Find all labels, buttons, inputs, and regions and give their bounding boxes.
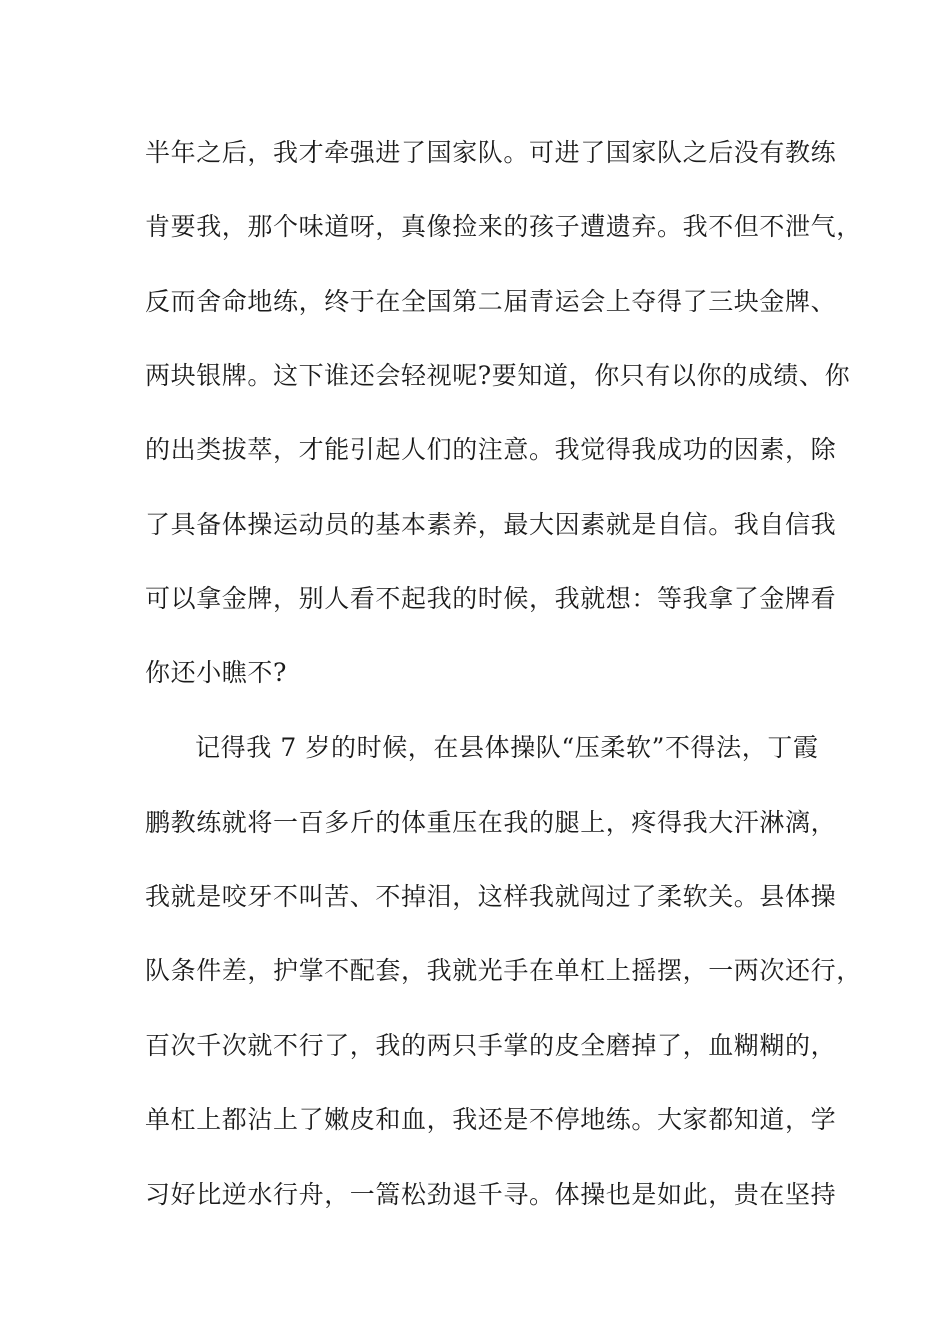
paragraph-1-line-6: 了具备体操运动员的基本素养，最大因素就是自信。我自信我 xyxy=(145,510,837,539)
paragraph-2-line-7: 习好比逆水行舟，一篙松劲退千寻。体操也是如此，贵在坚持 xyxy=(145,1180,837,1209)
paragraph-1-line-5: 的出类拔萃，才能引起人们的注意。我觉得我成功的因素，除 xyxy=(145,435,837,464)
paragraph-2-line-4: 队条件差，护掌不配套，我就光手在单杠上摇摆，一两次还行， xyxy=(145,956,862,985)
paragraph-2-line-1: 记得我 7 岁的时候，在县体操队“压柔软”不得法，丁霞 xyxy=(195,733,819,762)
paragraph-2-line-3: 我就是咬牙不叫苦、不掉泪，这样我就闯过了柔软关。县体操 xyxy=(145,882,837,911)
paragraph-2-line-5: 百次千次就不行了，我的两只手掌的皮全磨掉了，血糊糊的， xyxy=(145,1031,837,1060)
paragraph-2-line-2: 鹏教练就将一百多斤的体重压在我的腿上，疼得我大汗淋漓， xyxy=(145,808,837,837)
paragraph-1-line-2: 肯要我，那个味道呀，真像捡来的孩子遭遗弃。我不但不泄气， xyxy=(145,212,862,241)
paragraph-1-line-3: 反而舍命地练，终于在全国第二届青运会上夺得了三块金牌、 xyxy=(145,287,837,316)
paragraph-1-line-7: 可以拿金牌，别人看不起我的时候，我就想：等我拿了金牌看 xyxy=(145,584,837,613)
paragraph-1-line-1: 半年之后，我才牵强进了国家队。可进了国家队之后没有教练 xyxy=(145,138,837,167)
paragraph-2-line-6: 单杠上都沾上了嫩皮和血，我还是不停地练。大家都知道，学 xyxy=(145,1105,837,1134)
paragraph-1-line-4: 两块银牌。这下谁还会轻视呢?要知道，你只有以你的成绩、你 xyxy=(145,361,851,390)
paragraph-1-line-8: 你还小瞧不? xyxy=(145,658,288,687)
